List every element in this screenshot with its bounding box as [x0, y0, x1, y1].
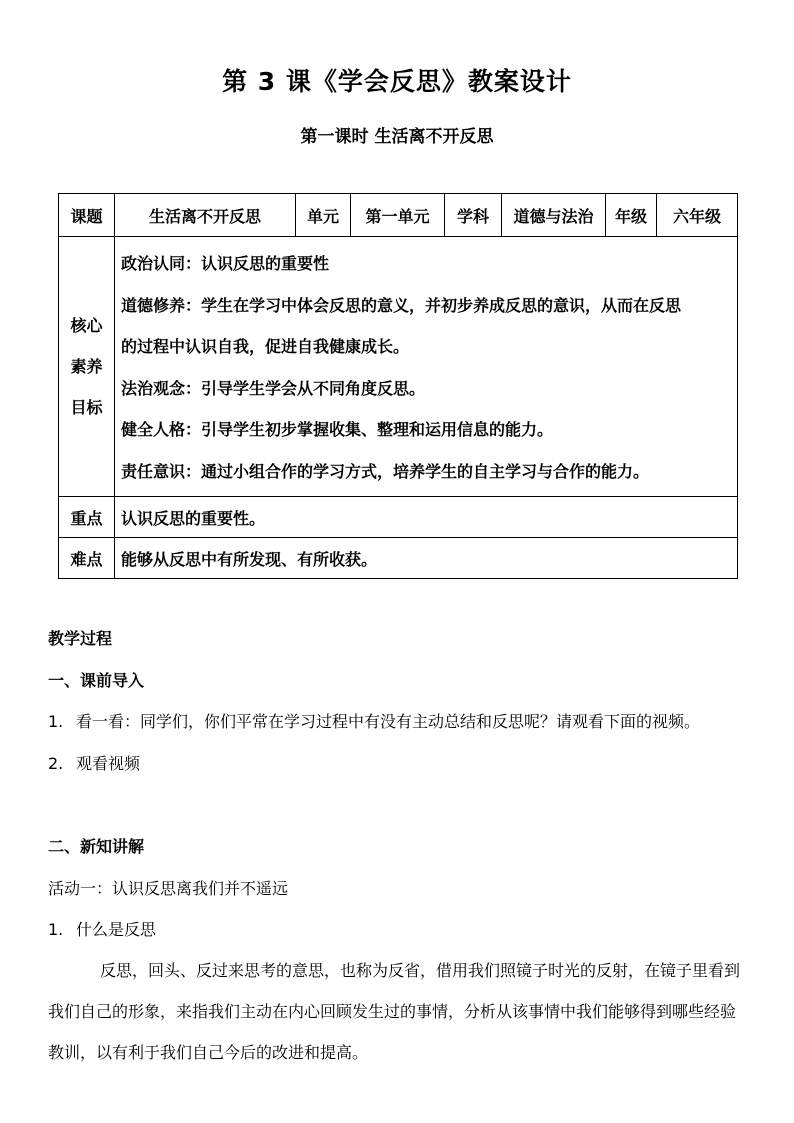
header-cell: 年级	[606, 194, 657, 237]
header-cell: 生活离不开反思	[115, 194, 296, 237]
goal-line: 的过程中认识自我，促进自我健康成长。	[121, 337, 410, 356]
key-point-label: 重点	[59, 497, 115, 538]
goal-line: 法治观念：引导学生学会从不同角度反思。	[121, 378, 426, 398]
header-cell: 道德与法治	[502, 194, 606, 237]
difficult-point-text: 能够从反思中有所发现、有所收获。	[115, 538, 738, 579]
goals-label: 核心 素养 目标	[59, 237, 115, 497]
goal-line: 政治认同：认识反思的重要性	[121, 254, 330, 273]
goals-row	[59, 237, 738, 497]
header-cell: 学科	[445, 194, 502, 237]
key-point-row	[59, 497, 738, 538]
header-cell: 第一单元	[351, 194, 445, 237]
goal-line: 健全人格：引导学生初步掌握收集、整理和运用信息的能力。	[121, 420, 554, 439]
difficult-point-row	[59, 538, 738, 579]
difficult-point-label: 难点	[59, 538, 115, 579]
section2-heading: 二、新知讲解	[48, 837, 145, 856]
process-heading: 教学过程	[48, 629, 113, 648]
document-title: 第 3 课《学会反思》教案设计	[222, 67, 572, 96]
lesson-info-table	[58, 193, 738, 579]
goal-line: 责任意识：通过小组合作的学习方式，培养学生的自主学习与合作的能力。	[121, 461, 650, 481]
section1-heading: 一、课前导入	[48, 671, 145, 690]
activity-title: 活动一：认识反思离我们并不遥远	[48, 879, 289, 898]
goals-content	[115, 237, 738, 497]
header-cell: 课题	[59, 194, 115, 237]
list-item: 1. 看一看：同学们，你们平常在学习过程中有没有主动总结和反思呢？请观看下面的视频。	[48, 712, 701, 731]
key-point-text: 认识反思的重要性。	[115, 497, 738, 538]
header-cell: 单元	[296, 194, 351, 237]
goal-line: 道德修养：学生在学习中体会反思的意义，并初步养成反思的意识，从而在反思	[121, 295, 682, 315]
table-header-row	[59, 194, 738, 237]
document-subtitle: 第一课时 生活离不开反思	[300, 127, 494, 147]
list-item: 2. 观看视频	[48, 754, 141, 773]
list-item: 1. 什么是反思	[48, 920, 157, 939]
header-cell: 六年级	[657, 194, 738, 237]
definition-paragraph: 反思，回头、反过来思考的意思，也称为反省，借用我们照镜子时光的反射，在镜子里看到我们自己的形象，来指我们主动在内心回顾发生过的事情，分析从该事情中我们能够得到哪些经验教训，以有利于我们自己今后的改进和提高。	[48, 961, 741, 1062]
